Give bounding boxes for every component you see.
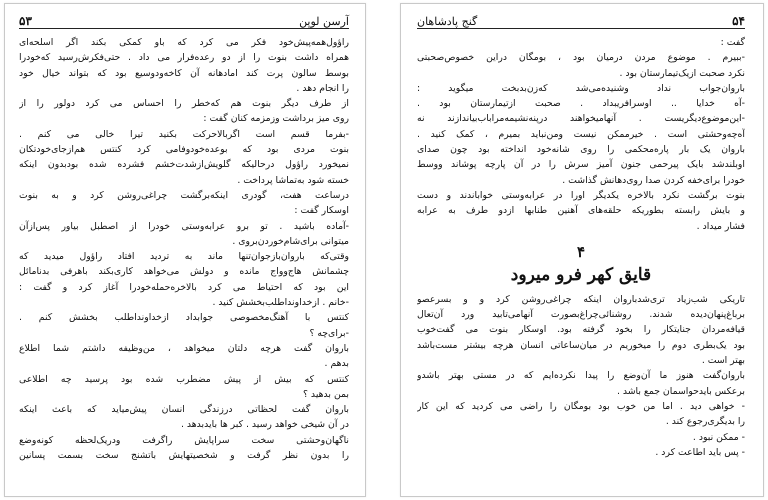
left-page-header <box>19 12 349 29</box>
text-line: -برای‌چه ؟ <box>309 327 349 339</box>
text-line: گفت : <box>720 37 745 48</box>
text-line: -ببیرم . موضوع مردن درمیان بود ، بومگان دراین خصوص‌صحبتی <box>417 52 745 64</box>
right-page <box>400 3 764 497</box>
text-line: اوبلندشد بایک پیرحمی جنون آمیز سرش را در آن پارچه پوشاند ووسط <box>417 159 745 171</box>
text-line: خسته شود به‌تماشا پرداخت . <box>237 174 349 186</box>
text-line: باروان‌گفت هنوز ما آن‌وضع را پیدا نکرده‌ایم که در مستی بهتر باشدو <box>417 370 745 382</box>
right-page-number: ۵۴ <box>732 14 745 28</box>
left-page <box>4 3 366 497</box>
text-line: کنتس که بیش از پیش مضطرب شده بود پرسید چه اطلاعی <box>19 373 349 385</box>
chapter-title: قایق کهر فرو میرود <box>510 264 652 285</box>
right-page-header <box>417 12 745 29</box>
text-line: بنوت برگشت نکرد بالاخره یکدیگر اورا در عرابه‌وستی خواباندند و دست <box>417 189 745 201</box>
text-line: روی میز برداشت وزمزمه کنان گفت : <box>203 113 349 125</box>
text-line: خودرا برای‌خفه کردن صدا روی‌دهانش گذاشت . <box>562 174 745 186</box>
text-line: -این‌موضوع‌دیگریست . آنهامیخواهند در‌پنه‌نشیمه‌مرا‌با‌ب‌بیاندازند نه <box>417 113 745 125</box>
text-line: وقتی‌که باروان‌باز‌جوان‌تنها ماند به تردید افتاد راؤول میدید که <box>19 251 349 263</box>
text-line: چشمانش هاج‌وواج مانده و دولش می‌خواهد کاری‌بکند باهرفی بدنامائل <box>19 266 349 278</box>
text-line: -آماده باشید . تو برو عرابه‌وستی خودرا از اصطبل بیاور پس‌ازآن <box>19 220 349 232</box>
text-line: - پس باید اطاعت کرد . <box>655 446 745 458</box>
text-line: - ممکن نبود . <box>692 431 745 443</box>
left-page-text <box>19 35 349 463</box>
text-line: بود یک‌بطری دوم را میخوریم در میان‌ساعاتی انسان هر‌چه بیشتر مست‌باشد <box>417 339 745 351</box>
text-line: بوسط سالون پرت کند امادهانه آن کاخه‌ودوسیع بود که بتواند خیال خود <box>19 67 349 79</box>
text-line: -بفرما قسم است اگربالاحرکت بکنید تیرا خالی می کنم . <box>19 128 349 140</box>
right-page-text-top <box>417 35 745 234</box>
text-line: باروان یک بار پاره‌محکمی را روی شانه‌خود انداخته بود چون صدای <box>417 144 745 156</box>
text-line: را انجام دهد . <box>296 82 349 94</box>
text-line: نکرد صحبت ازیک‌تیمارستان بود . <box>619 67 745 79</box>
chapter-number: ۴ <box>576 242 586 261</box>
text-line: میتوانی برای‌شام‌خوردن‌بروی . <box>232 235 349 247</box>
text-line: -آه خدایا .. اوسرافریبداد . صحبت ازتیمارستان بود . <box>417 98 745 110</box>
text-line: آه‌چه‌وحشتی است . خیرممکن نیست ومن‌نباید بمیرم ، کمک کنید . <box>417 128 745 140</box>
text-line: فشار میداد . <box>696 220 745 232</box>
text-line: برعکس باید‌حواسمان جمع باشد . <box>616 385 745 397</box>
text-line: بمن بدهید ؟ <box>303 388 349 400</box>
text-line: باروان‌جواب نداد وشنیده‌می‌شد که‌زن‌بدبخت میگوید : <box>417 82 745 94</box>
text-line: تاریکی شب‌زیاد تری‌شدباروان اینکه چراغی‌روشن کرد و و بسرعصو <box>417 293 745 305</box>
left-page-number: ۵۳ <box>19 14 32 28</box>
text-line: درساعت هفت، گودری اینکه‌برگشت چراغی‌روشن کرد و به بنوت <box>19 189 349 201</box>
text-line: اوسکار گفت : <box>294 205 349 217</box>
right-page-text-bottom <box>417 292 745 460</box>
text-line: باروان گفت لحظاتی درزندگی انسان پیش‌میاید که باعث اینکه <box>19 404 349 416</box>
right-page-running-title: گنج پادشاهان <box>417 15 478 28</box>
left-page-running-title: آرسن لوپن <box>299 15 349 28</box>
text-line: از طرف دیگر بنوت هم که‌خطر را احساس می کرد دولور را از <box>19 98 349 110</box>
text-line: باروان گفت هر‌چه دلتان میخواهد ، من‌وظیفه داشتم شما اطلاع <box>19 342 349 354</box>
text-line: بنوت مردی بود که بوعده‌خودوفامی کرد کنتس هم‌ازجای‌خودتکان <box>19 144 349 156</box>
chapter-heading <box>417 242 745 288</box>
text-line: این بود که احتیاط می کرد بالاخره‌حمله‌خودرا آغاز کرد و گفت : <box>19 281 349 293</box>
text-line: قیافه‌مردان جنایتکار را بخود گرفته بود. اوسکار بنوت می گفت‌خوب <box>417 324 745 336</box>
text-line: بهتر است . <box>701 355 745 367</box>
text-line: نمیخورد راؤول درحالیکه گلویش‌ازشدت‌خشم فشرده شده بودبدون اینکه <box>19 159 349 171</box>
text-line: در آن شیخی خواهد رسید . کبر ها بایدبدهد . <box>180 419 349 431</box>
text-line: کنتس با آهنگ‌مخصوصی جوابداد ازخداونداطلب بخشش کنم . <box>19 312 349 324</box>
text-line: همراه داشت بنوت را از دو رعده‌فرار می داد . حتی‌فکرش‌رسید که‌خودرا <box>19 52 349 64</box>
text-line: -خانم . ازخداو‌نداطلب‌بخشش کنید . <box>212 297 349 309</box>
text-line: بدهم . <box>324 358 349 370</box>
text-line: را بدیگری‌رجوع کند . <box>665 416 745 428</box>
text-line: برباغ‌پنهان‌دیده شدند. روشنائی‌چراغ‌بصورت آنهامی‌تابید ورد آن‌تعال <box>417 309 745 321</box>
text-line: - خواهی دید . اما من خوب بود بومگان را راضی می کردید که این کار <box>417 400 745 412</box>
text-line: را بدون نظر گرفت و شخصیتهایش باتشنج سخت بسمت پسانین <box>19 450 349 462</box>
text-line: راؤول‌همه‌پیش‌خود فکر می کرد که باو کمکی بکند اگر اسلحه‌ای <box>19 37 349 48</box>
text-line: و بایش رابسته بطوریکه حلقه‌های آهنین طنابها ازدو طرف به عرابه <box>417 205 745 217</box>
text-line: ناگهان‌وحشتی سخت سرا‌پایش راگرفت ودریک‌لحظه کونه‌وضع <box>19 434 349 446</box>
